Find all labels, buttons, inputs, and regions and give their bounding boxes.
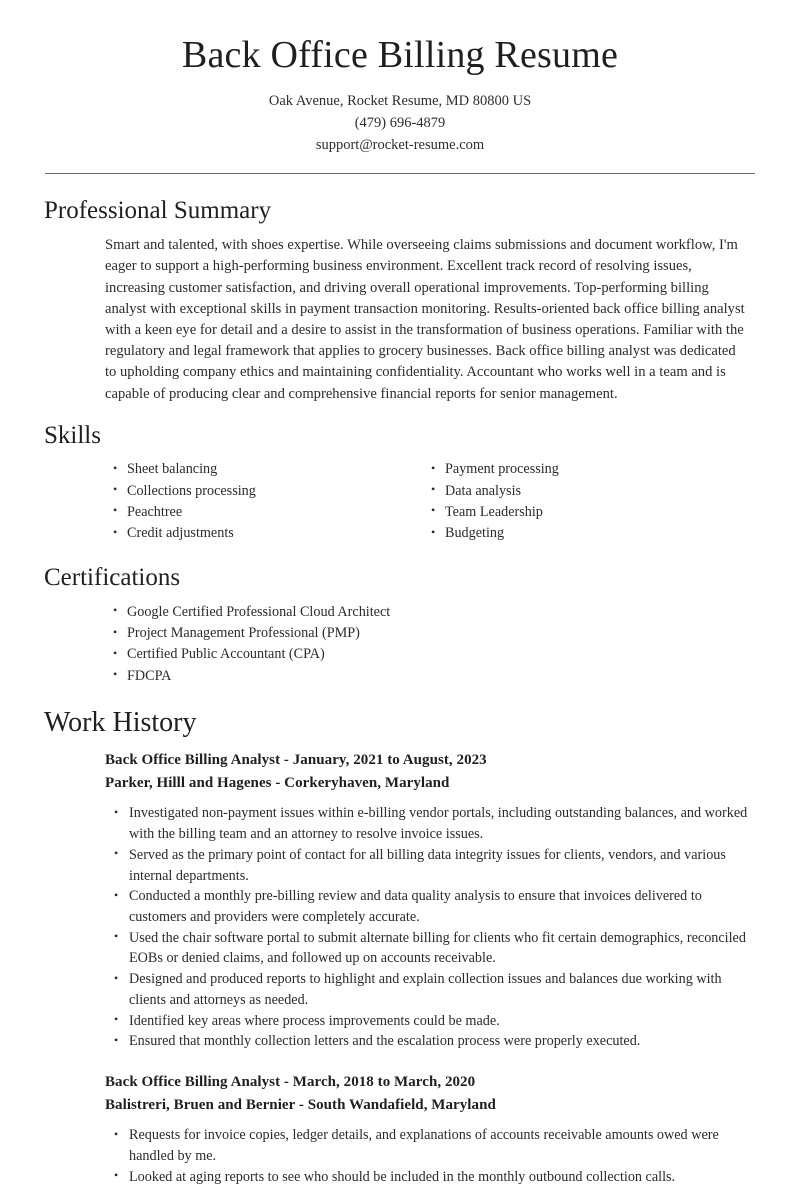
contact-block bbox=[0, 90, 800, 156]
list-item: • Ensured that monthly collection letters and the escalation process were properly executed. bbox=[105, 1031, 753, 1052]
job-bullets bbox=[105, 1125, 753, 1187]
section-skills bbox=[0, 421, 800, 544]
professional-summary-text: Smart and talented, with shoes expertise. While overseeing claims submissions and document workflow, I'm eager to support a high-performing business environment. Excellent track record of resolving issues, increasing customer satisfaction, and driving overall operational improvements. Top-performing billing analyst with exceptional skills in payment transaction monitoring. Results-oriented back office billing analyst with a keen eye for detail and a desire to assist in the transformation of business operations. Familiar with the regulatory and legal framework that applies to grocery businesses. Back office billing analyst was dedicated to upholding company ethics and maintaining confidentiality. Accountant who works well in a team and is capable of producing clear and comprehensive financial reports for senior management. bbox=[105, 237, 745, 402]
list-item: • FDCPA bbox=[105, 666, 756, 687]
list-item: • Peachtree bbox=[105, 502, 423, 523]
section-heading-skills: Skills bbox=[44, 421, 101, 449]
certifications-list bbox=[105, 602, 756, 686]
list-item: • Team Leadership bbox=[423, 502, 741, 523]
skills-list-right bbox=[423, 459, 741, 543]
list-item: • Payment processing bbox=[423, 459, 741, 480]
work-history-body bbox=[105, 749, 756, 1187]
list-item: • Budgeting bbox=[423, 523, 741, 544]
resume-header bbox=[0, 0, 800, 174]
job-title: Back Office Billing Analyst - January, 2021 to August, 2023 bbox=[105, 752, 487, 769]
skills-column-left bbox=[105, 459, 423, 544]
skills-body bbox=[105, 459, 756, 544]
skills-column-right bbox=[423, 459, 741, 544]
professional-summary-body bbox=[105, 235, 756, 405]
job-bullets bbox=[105, 803, 753, 1052]
job-bullets-wrap bbox=[105, 803, 753, 1052]
list-item: • Served as the primary point of contact for all billing data integrity issues for clients, vendors, and various internal departments. bbox=[105, 845, 753, 886]
section-certifications bbox=[0, 563, 800, 686]
list-item: • Conducted a monthly pre-billing review and data quality analysis to ensure that invoices delivered to customers and providers were completely accurate. bbox=[105, 886, 753, 927]
job-entry bbox=[105, 749, 756, 1052]
list-item: • Credit adjustments bbox=[105, 523, 423, 544]
list-item: • Requests for invoice copies, ledger details, and explanations of accounts receivable amounts owed were handled by me. bbox=[105, 1125, 753, 1166]
list-item: • Project Management Professional (PMP) bbox=[105, 623, 756, 644]
section-heading-work-history: Work History bbox=[44, 707, 197, 739]
skills-grid bbox=[105, 459, 756, 544]
list-item: • Investigated non-payment issues within e-billing vendor portals, including outstanding balances, and worked with the billing team and an attorney to resolve invoice issues. bbox=[105, 803, 753, 844]
job-title: Back Office Billing Analyst - March, 2018 to March, 2020 bbox=[105, 1074, 476, 1091]
certifications-body bbox=[105, 602, 756, 686]
list-item: • Used the chair software portal to submit alternate billing for clients who fit certain demographics, reconciled EOBs or denied claims, and followed up on accounts receivable. bbox=[105, 928, 753, 969]
section-work-history bbox=[0, 706, 800, 1187]
skills-list-left bbox=[105, 459, 423, 543]
job-entry bbox=[105, 1071, 756, 1187]
list-item: • Identified key areas where process improvements could be made. bbox=[105, 1011, 753, 1032]
certifications-list-wrap bbox=[105, 602, 756, 686]
list-item: • Collections processing bbox=[105, 481, 423, 502]
job-company: Balistreri, Bruen and Bernier - South Wandafield, Maryland bbox=[105, 1096, 496, 1113]
list-item: • Google Certified Professional Cloud Architect bbox=[105, 602, 756, 623]
jobs-list bbox=[105, 749, 756, 1187]
page-title: Back Office Billing Resume bbox=[181, 34, 619, 76]
section-heading-professional-summary: Professional Summary bbox=[44, 196, 272, 224]
list-item: • Looked at aging reports to see who should be included in the monthly outbound collection calls. bbox=[105, 1167, 753, 1187]
job-company: Parker, Hilll and Hagenes - Corkeryhaven, Maryland bbox=[105, 774, 450, 791]
header-divider bbox=[45, 173, 755, 174]
contact-email: support@rocket-resume.com bbox=[315, 136, 485, 153]
list-item: • Designed and produced reports to highlight and explain collection issues and balances due working with clients and attorneys as needed. bbox=[105, 969, 753, 1010]
section-heading-certifications: Certifications bbox=[44, 564, 181, 592]
contact-phone: (479) 696-4879 bbox=[354, 114, 446, 131]
list-item: • Certified Public Accountant (CPA) bbox=[105, 644, 756, 665]
list-item: • Data analysis bbox=[423, 481, 741, 502]
section-professional-summary bbox=[0, 196, 800, 405]
job-bullets-wrap bbox=[105, 1125, 753, 1187]
list-item: • Sheet balancing bbox=[105, 459, 423, 480]
contact-address: Oak Avenue, Rocket Resume, MD 80800 US bbox=[268, 92, 532, 109]
